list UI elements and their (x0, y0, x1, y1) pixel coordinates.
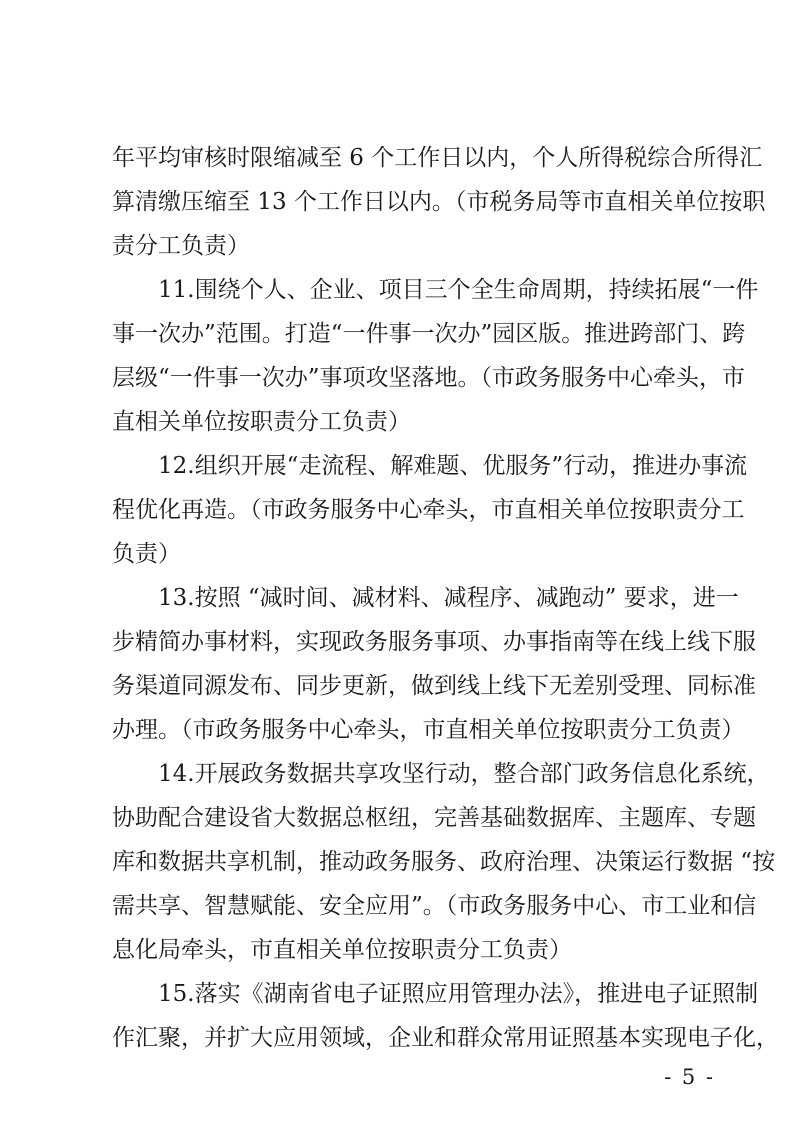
text-line: 事一次办”范围。打造“一件事一次办”园区版。推进跨部门、跨 (112, 321, 746, 347)
text-line: 年平均审核时限缩减至 6 个工作日以内，个人所得税综合所得汇 (112, 145, 763, 171)
paragraph-start-11: 11.围绕个人、企业、项目三个全生命周期，持续拓展“一件 (158, 277, 759, 303)
text-line: 息化局牵头，市直相关单位按职责分工负责） (112, 937, 572, 963)
text-line: 程优化再造。（市政务服务中心牵头，市直相关单位按职责分工 (112, 497, 745, 523)
text-line: 负责） (112, 541, 181, 567)
paragraph-start-14: 14.开展政务数据共享攻坚行动，整合部门政务信息化系统， (158, 761, 770, 787)
text-line: 层级“一件事一次办”事项攻坚落地。（市政务服务中心牵头，市 (112, 365, 746, 391)
paragraph-start-13: 13.按照 “减时间、减材料、减程序、减跑动” 要求，进一 (158, 585, 739, 611)
page-number: - 5 - (664, 1065, 715, 1089)
paragraph-start-12: 12.组织开展“走流程、解难题、优服务”行动，推进办事流 (158, 453, 748, 479)
text-line: 协助配合建设省大数据总枢纽，完善基础数据库、主题库、专题 (112, 805, 756, 831)
text-line: 算清缴压缩至 13 个工作日以内。（市税务局等市直相关单位按职 (112, 189, 766, 215)
text-line: 需共享、智慧赋能、安全应用”。（市政务服务中心、市工业和信 (112, 893, 757, 919)
text-line: 步精简办事材料，实现政务服务事项、办事指南等在线上线下服 (112, 629, 756, 655)
text-line: 库和数据共享机制，推动政务服务、政府治理、决策运行数据 “按 (112, 849, 776, 875)
text-line: 务渠道同源发布、同步更新，做到线上线下无差别受理、同标准 (112, 673, 756, 699)
text-line: 办理。（市政务服务中心牵头，市直相关单位按职责分工负责） (112, 717, 745, 743)
text-line: 责分工负责） (112, 233, 250, 259)
text-line: 作汇聚，并扩大应用领域，企业和群众常用证照基本实现电子化， (112, 1025, 779, 1051)
paragraph-start-15: 15.落实《湖南省电子证照应用管理办法》，推进电子证照制 (158, 981, 759, 1007)
text-line: 直相关单位按职责分工负责） (112, 409, 411, 435)
